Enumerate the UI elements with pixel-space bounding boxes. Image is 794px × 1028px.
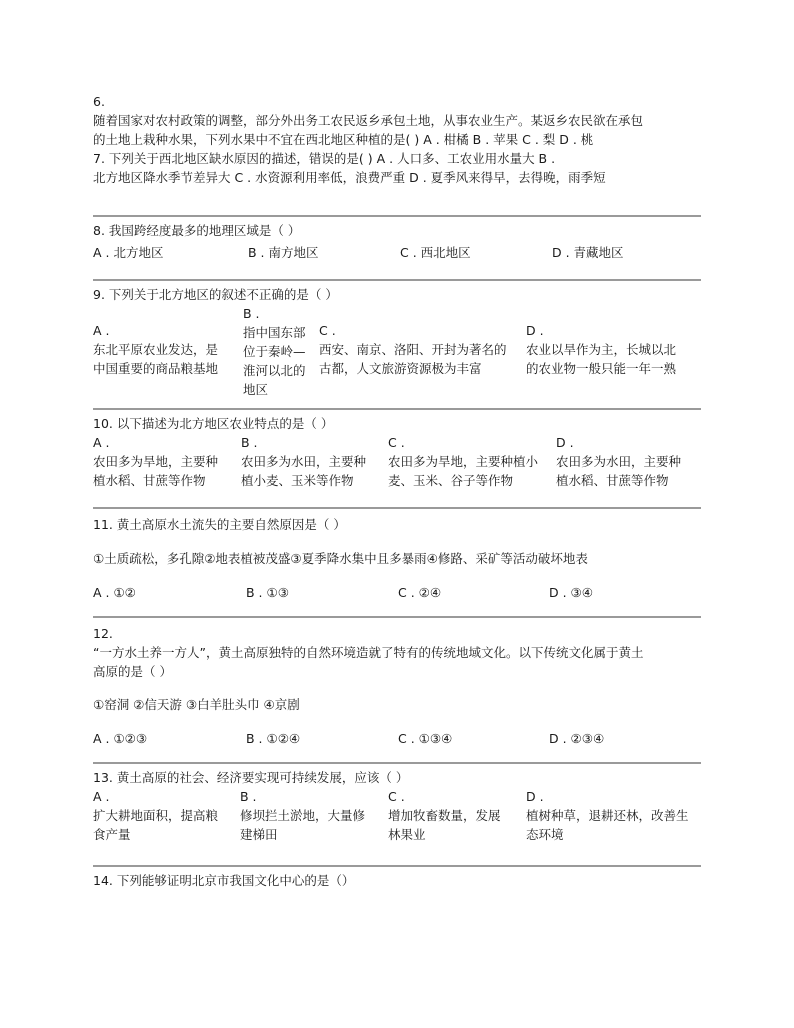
option-a[interactable]: A . ①②③ bbox=[93, 731, 148, 746]
option-d[interactable]: D . 农田多为水田，主要种 植水稻、甘蔗等作物 bbox=[556, 435, 682, 488]
question-11-items: ①土质疏松，多孔隙②地表植被茂盛③夏季降水集中且多暴雨④修路、采矿等活动破坏地表 bbox=[93, 551, 588, 566]
option-b[interactable]: B . ①③ bbox=[246, 585, 289, 600]
option-c[interactable]: C . 增加牧畜数量，发展 林果业 bbox=[388, 789, 501, 842]
question-7-line-1: 7. 下列关于西北地区缺水原因的描述，错误的是( ) A . 人口多、工农业用水量大 B . bbox=[93, 151, 556, 166]
question-6 bbox=[93, 92, 701, 149]
option-b[interactable]: B . 南方地区 bbox=[248, 245, 319, 260]
option-a[interactable]: A . ①② bbox=[93, 585, 136, 600]
question-9 bbox=[93, 281, 701, 397]
question-11 bbox=[93, 509, 701, 602]
option-b[interactable]: B . 指中国东部 位于秦岭— 淮河以北的 地区 bbox=[243, 306, 306, 397]
question-7-line-2: 北方地区降水季节差异大 C . 水资源利用率低，浪费严重 D . 夏季风来得早，去得晚，雨季短 bbox=[93, 170, 606, 185]
question-12-line-2: 高原的是（ ） bbox=[93, 664, 172, 679]
question-6-line-1: 随着国家对农村政策的调整，部分外出务工农民返乡承包土地，从事农业生产。某返乡农民欲在承包 bbox=[93, 113, 644, 128]
question-12-number: 12. bbox=[93, 626, 113, 641]
exam-page bbox=[93, 90, 701, 890]
question-14-stem: 14. 下列能够证明北京市我国文化中心的是（） bbox=[93, 873, 355, 888]
question-13-stem: 13. 黄土高原的社会、经济要实现可持续发展，应该（ ） bbox=[93, 770, 409, 785]
question-12-items: ①窑洞 ②信天游 ③白羊肚头巾 ④京剧 bbox=[93, 697, 300, 712]
question-6-line-2: 的土地上栽种水果，下列水果中不宜在西北地区种植的是( ) A . 柑橘 B . 苹果 C . 梨 D . 桃 bbox=[93, 132, 594, 147]
option-a[interactable]: A . 农田多为旱地，主要种 植水稻、甘蔗等作物 bbox=[93, 435, 219, 488]
question-14 bbox=[93, 867, 701, 890]
option-d[interactable]: D . 农业以旱作为主，长城以北 的农业物一般只能一年一熟 bbox=[526, 323, 677, 376]
option-a[interactable]: A . 东北平原农业发达，是 中国重要的商品粮基地 bbox=[93, 323, 219, 376]
option-d[interactable]: D . 青藏地区 bbox=[552, 245, 624, 260]
question-10-stem: 10. 以下描述为北方地区农业特点的是（ ） bbox=[93, 416, 334, 431]
option-a[interactable]: A . 北方地区 bbox=[93, 245, 164, 260]
option-c[interactable]: C . 西安、南京、洛阳、开封为著名的 古都，人文旅游资源极为丰富 bbox=[319, 323, 507, 376]
question-8-stem: 8. 我国跨经度最多的地理区域是（ ） bbox=[93, 223, 301, 238]
question-8 bbox=[93, 217, 701, 262]
question-13 bbox=[93, 764, 701, 844]
option-c[interactable]: C . 农田多为旱地，主要种植小 麦、玉米、谷子等作物 bbox=[388, 435, 539, 488]
option-d[interactable]: D . 植树种草，退耕还林，改善生 态环境 bbox=[526, 789, 689, 842]
option-a[interactable]: A . 扩大耕地面积，提高粮 食产量 bbox=[93, 789, 219, 842]
option-b[interactable]: B . ①②④ bbox=[246, 731, 301, 746]
question-10 bbox=[93, 410, 701, 490]
option-c[interactable]: C . 西北地区 bbox=[400, 245, 471, 260]
option-c[interactable]: C . ①③④ bbox=[398, 731, 453, 746]
option-c[interactable]: C . ②④ bbox=[398, 585, 442, 600]
question-7 bbox=[93, 149, 701, 187]
question-6-number: 6. bbox=[93, 94, 105, 109]
option-b[interactable]: B . 农田多为水田，主要种 植小麦、玉米等作物 bbox=[241, 435, 367, 488]
question-12-line-1: “一方水土养一方人”，黄土高原独特的自然环境造就了特有的传统地域文化。以下传统文化属于黄土 bbox=[93, 645, 644, 660]
question-12 bbox=[93, 618, 701, 748]
option-d[interactable]: D . ②③④ bbox=[549, 731, 605, 746]
option-b[interactable]: B . 修坝拦土淤地，大量修 建梯田 bbox=[240, 789, 366, 842]
question-11-stem: 11. 黄土高原水土流失的主要自然原因是（ ） bbox=[93, 517, 346, 532]
option-d[interactable]: D . ③④ bbox=[549, 585, 593, 600]
question-9-stem: 9. 下列关于北方地区的叙述不正确的是（ ） bbox=[93, 287, 338, 302]
